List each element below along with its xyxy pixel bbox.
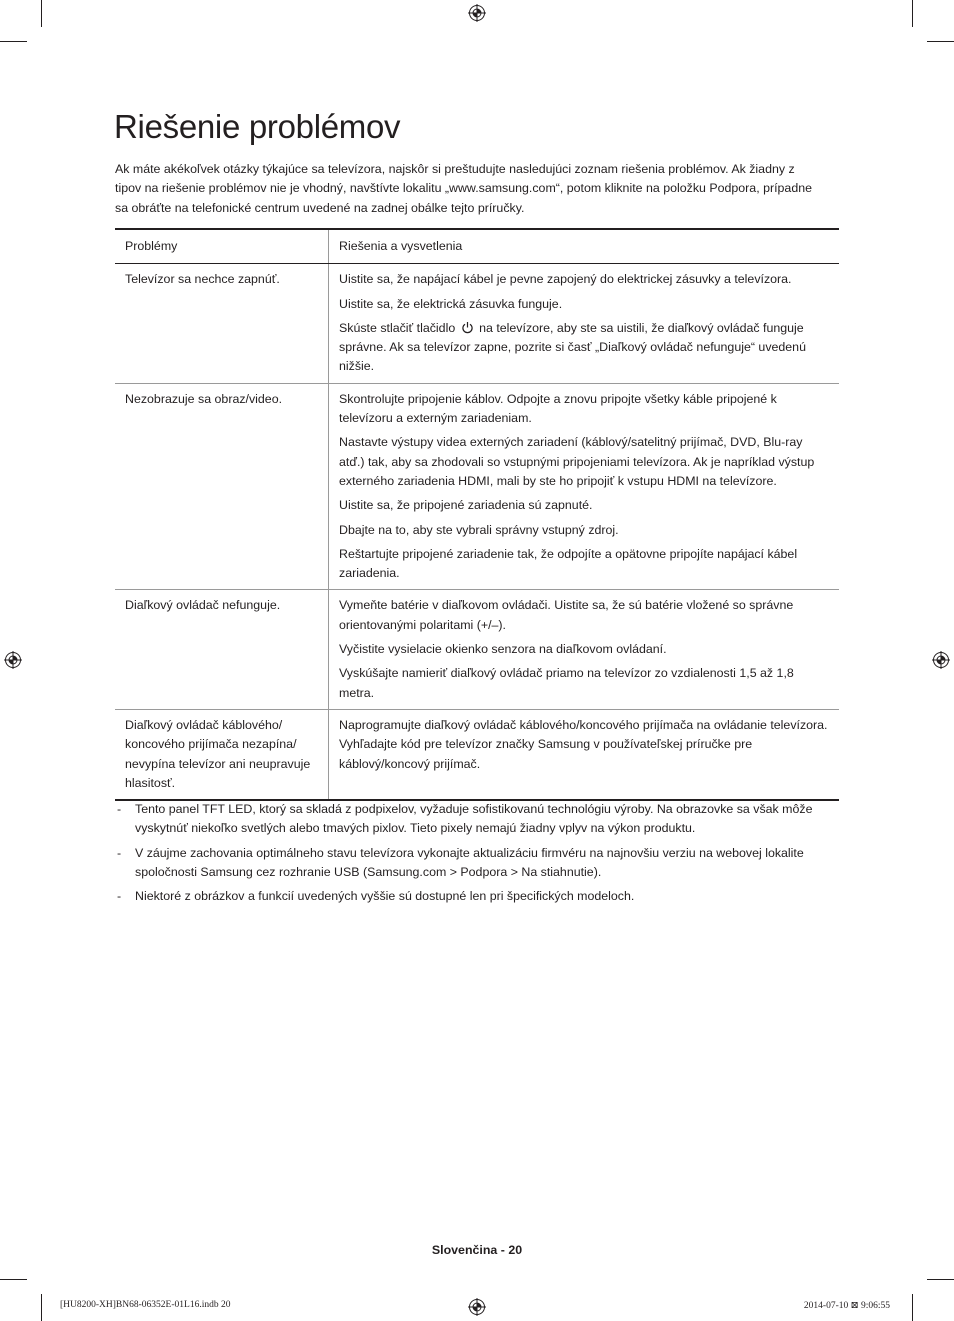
table-row xyxy=(115,590,839,709)
solution-text: Naprogramujte diaľkový ovládač káblového/koncového prijímača na ovládanie televízora. Vyhľadajte kód pre televízor značky Samsung v používateľskej príručke pre káblový/koncový prijímač. xyxy=(339,717,828,771)
registration-mark-icon xyxy=(4,651,22,669)
note-marker: - xyxy=(117,845,122,860)
page-number: Slovenčina - 20 xyxy=(431,1243,523,1257)
crop-mark xyxy=(912,0,913,27)
note-item xyxy=(115,844,839,883)
page-title: Riešenie problémov xyxy=(114,108,401,145)
registration-mark-icon xyxy=(468,4,486,22)
solution-text: Nastavte výstupy videa externých zariadení (káblový/satelitný prijímač, DVD, Blu-ray atď.) tak, aby sa zhodovali so vstupnými pripojeniami televízora. Ak je napríklad výstup externého zariadenia HDMI, mali by ste ho pripojiť k vstupu HDMI na televízore. xyxy=(339,435,815,488)
solution-text: Reštartujte pripojené zariadenie tak, že odpojíte a opätovne pripojíte napájací kábel zariadenia. xyxy=(339,546,798,581)
table-row xyxy=(115,709,839,800)
note-item xyxy=(115,800,839,839)
crop-mark xyxy=(927,1279,954,1280)
crop-mark xyxy=(0,41,27,42)
crop-mark xyxy=(927,41,954,42)
solutions-cell xyxy=(329,590,840,709)
solution-text xyxy=(339,319,829,377)
registration-mark-icon xyxy=(468,1298,486,1316)
power-icon xyxy=(461,321,474,334)
intro-paragraph xyxy=(115,160,815,218)
crop-mark xyxy=(41,0,42,27)
solution-text: Vyskúšajte namieriť diaľkový ovládač priamo na televízor zo vzdialenosti 1,5 až 1,8 metra. xyxy=(339,666,794,700)
print-slug-file: [HU8200-XH]BN68-06352E-01L16.indb 20 xyxy=(60,1300,231,1310)
problem-cell: Nezobrazuje sa obraz/video. xyxy=(115,383,329,590)
header-problems: Problémy xyxy=(115,229,329,264)
solution-text: Vyčistite vysielacie okienko senzora na diaľkovom ovládaní. xyxy=(339,642,667,657)
crop-mark xyxy=(912,1294,913,1321)
intro-text: Ak máte akékoľvek otázky týkajúce sa televízora, najskôr si preštudujte nasledujúci zoznam riešenia problémov. Ak žiadny z tipov na riešenie problémov nie je vhodný, navštívte lokalitu „www.samsung.com“, potom kliknite na položku Podpora, prípadne sa obráťte na telefonické centrum uvedené na zadnej obálke tejto príručky. xyxy=(115,162,812,215)
solutions-cell xyxy=(329,264,840,383)
note-marker: - xyxy=(117,802,122,816)
table-row xyxy=(115,383,839,590)
crop-mark xyxy=(41,1294,42,1321)
solution-text: Skontrolujte pripojenie káblov. Odpojte a znovu pripojte všetky káble pripojené k televízoru a externým zariadeniam. xyxy=(339,391,777,426)
solution-text-part: na televízore, aby ste sa uistili, že diaľkový ovládač funguje správne. Ak sa televízor zapne, pozrite si časť „Diaľkový ovládač nefunguje“ uvedenú nižšie. xyxy=(339,320,806,374)
print-slug-date: 2014-07-10 ⊠ 9:06:55 xyxy=(803,1301,890,1311)
registration-mark-icon xyxy=(932,651,950,669)
notes-list xyxy=(115,800,839,911)
table-header-row xyxy=(115,229,839,264)
note-text: Niektoré z obrázkov a funkcií uvedených vyššie sú dostupné len pri špecifických modeloch. xyxy=(135,889,635,904)
solution-text: Uistite sa, že elektrická zásuvka funguje. xyxy=(339,296,563,311)
problem-cell: Diaľkový ovládač káblového/ koncového prijímača nezapína/ nevypína televízor ani neupravuje hlasitosť. xyxy=(115,709,329,800)
problem-cell: Televízor sa nechce zapnúť. xyxy=(115,264,329,383)
solution-text: Dbajte na to, aby ste vybrali správny vstupný zdroj. xyxy=(339,522,619,537)
solution-text: Uistite sa, že pripojené zariadenia sú zapnuté. xyxy=(339,498,593,513)
solution-text-part: Skúste stlačiť tlačidlo xyxy=(339,320,459,335)
solution-text: Uistite sa, že napájací kábel je pevne zapojený do elektrickej zásuvky a televízora. xyxy=(339,272,792,287)
solutions-cell xyxy=(329,709,840,800)
note-item xyxy=(115,887,839,906)
note-text: V záujme zachovania optimálneho stavu televízora vykonajte aktualizáciu firmvéru na najnovšiu verziu na webovej lokalite spoločnosti Samsung cez rozhranie USB (Samsung.com > Podpora > Na stiahnutie). xyxy=(135,845,804,879)
problem-cell: Diaľkový ovládač nefunguje. xyxy=(115,590,329,709)
troubleshooting-table xyxy=(115,228,839,801)
solution-text: Vymeňte batérie v diaľkovom ovládači. Uistite sa, že sú batérie vložené so správne orientovanými polaritami (+/–). xyxy=(339,598,794,632)
crop-mark xyxy=(0,1279,27,1280)
note-marker: - xyxy=(117,889,122,904)
header-solutions: Riešenia a vysvetlenia xyxy=(329,229,840,264)
table-row xyxy=(115,264,839,383)
note-text: Tento panel TFT LED, ktorý sa skladá z podpixelov, vyžaduje sofistikovanú technológiu výroby. Na obrazovke sa však môže vyskytnúť niekoľko svetlých alebo tmavých pixlov. Tieto pixely nemajú žiadny vplyv na výkon produktu. xyxy=(135,802,813,836)
solutions-cell xyxy=(329,383,840,590)
